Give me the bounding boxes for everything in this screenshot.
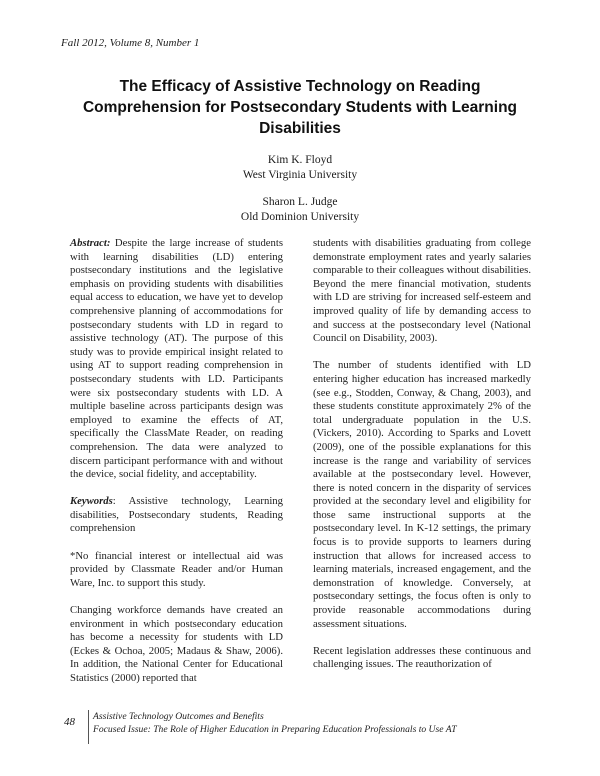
abstract-text: Despite the large increase of students with learning disabilities (LD) entering postsecondary institutions and the legislative emphasis on providing students with disabilities equal access to education, we have yet to develop comprehensive planning of accommodations for postsecondary students with LD in regard to assistive technology (AT). The purpose of this study was to provide empirical insight related to using AT to support reading comprehension in postsecondary students with LD. Participants were six postsecondary students with LD. A multiple baseline across participants design was employed to examine the effects of AT, specifically the ClassMate Reader, on reading comprehension. The data were analyzed to discern participant performance with and without the device, social fidelity, and acceptability. [70,237,283,481]
keywords-label: Keywords [70,495,113,508]
body-paragraph: The number of students identified with LD entering higher education has increased markedly (see e.g., Stodden, Conway, & Chang, 2003), and these students constitute approximately 2% of the total undergraduate population in the U.S. (Vickers, 2010). According to Sparks and Lovett (2009), one of the possible explanations for this increase is the range and variability of services available at the postsecondary level. However, there is noted concern in the disparity of services provided at the secondary level and eligibility for those same instructional supports at the postsecondary level. In K-12 settings, the primary focus is to provide supports to learners during instruction that allows for increased access to learning materials, increased engagement, and the demonstration of knowledge. Conversely, at postsecondary settings, the focus often is only to provide reasonable accommodations during assessment situations. [313,359,531,630]
article-title: The Efficacy of Assistive Technology on Reading Comprehension for Postsecondary Students with Learning Disabilities [82,78,518,137]
page-number: 48 [64,716,75,728]
keywords-text: : Assistive technology, Learning disabilities, Postsecondary students, Reading comprehension [70,495,283,535]
footer-divider [88,710,89,744]
author-name: Sharon L. Judge [262,196,338,208]
author-affiliation: Old Dominion University [240,211,360,223]
author-name: Kim K. Floyd [267,154,333,166]
body-paragraph: Changing workforce demands have created an environment in which postsecondary education has become a necessity for students with LD (Eckes & Ochoa, 2005; Madaus & Shaw, 2006). In addition, the National Center for Educational Statistics (2000) reported that [70,604,283,684]
abstract-paragraph [70,237,283,482]
footer-journal: Assistive Technology Outcomes and Benefits [93,711,264,722]
body-paragraph: Recent legislation addresses these continuous and challenging issues. The reauthorization of [313,644,531,671]
left-column [70,237,283,699]
footer-running-title [93,711,457,736]
abstract-label: Abstract: [70,237,111,249]
author-block [150,153,450,225]
body-paragraph: students with disabilities graduating from college demonstrate employment rates and yearly salaries comparable to their colleagues without disabilities. Beyond the mere financial motivation, students with LD are striving for increased self-esteem and improved quality of life by demanding access to and success at the postsecondary level (National Council on Disability, 2003). [313,237,531,345]
author-affiliation: West Virginia University [242,169,358,181]
issue-label: Fall 2012, Volume 8, Number 1 [61,37,200,49]
footer-issue: Focused Issue: The Role of Higher Education in Preparing Education Professionals to Use AT [93,723,457,735]
disclosure-note: *No financial interest or intellectual aid was provided by Classmate Reader and/or Human Ware, Inc. to support this study. [70,549,283,589]
keywords-paragraph [70,495,283,536]
right-column [313,237,531,686]
